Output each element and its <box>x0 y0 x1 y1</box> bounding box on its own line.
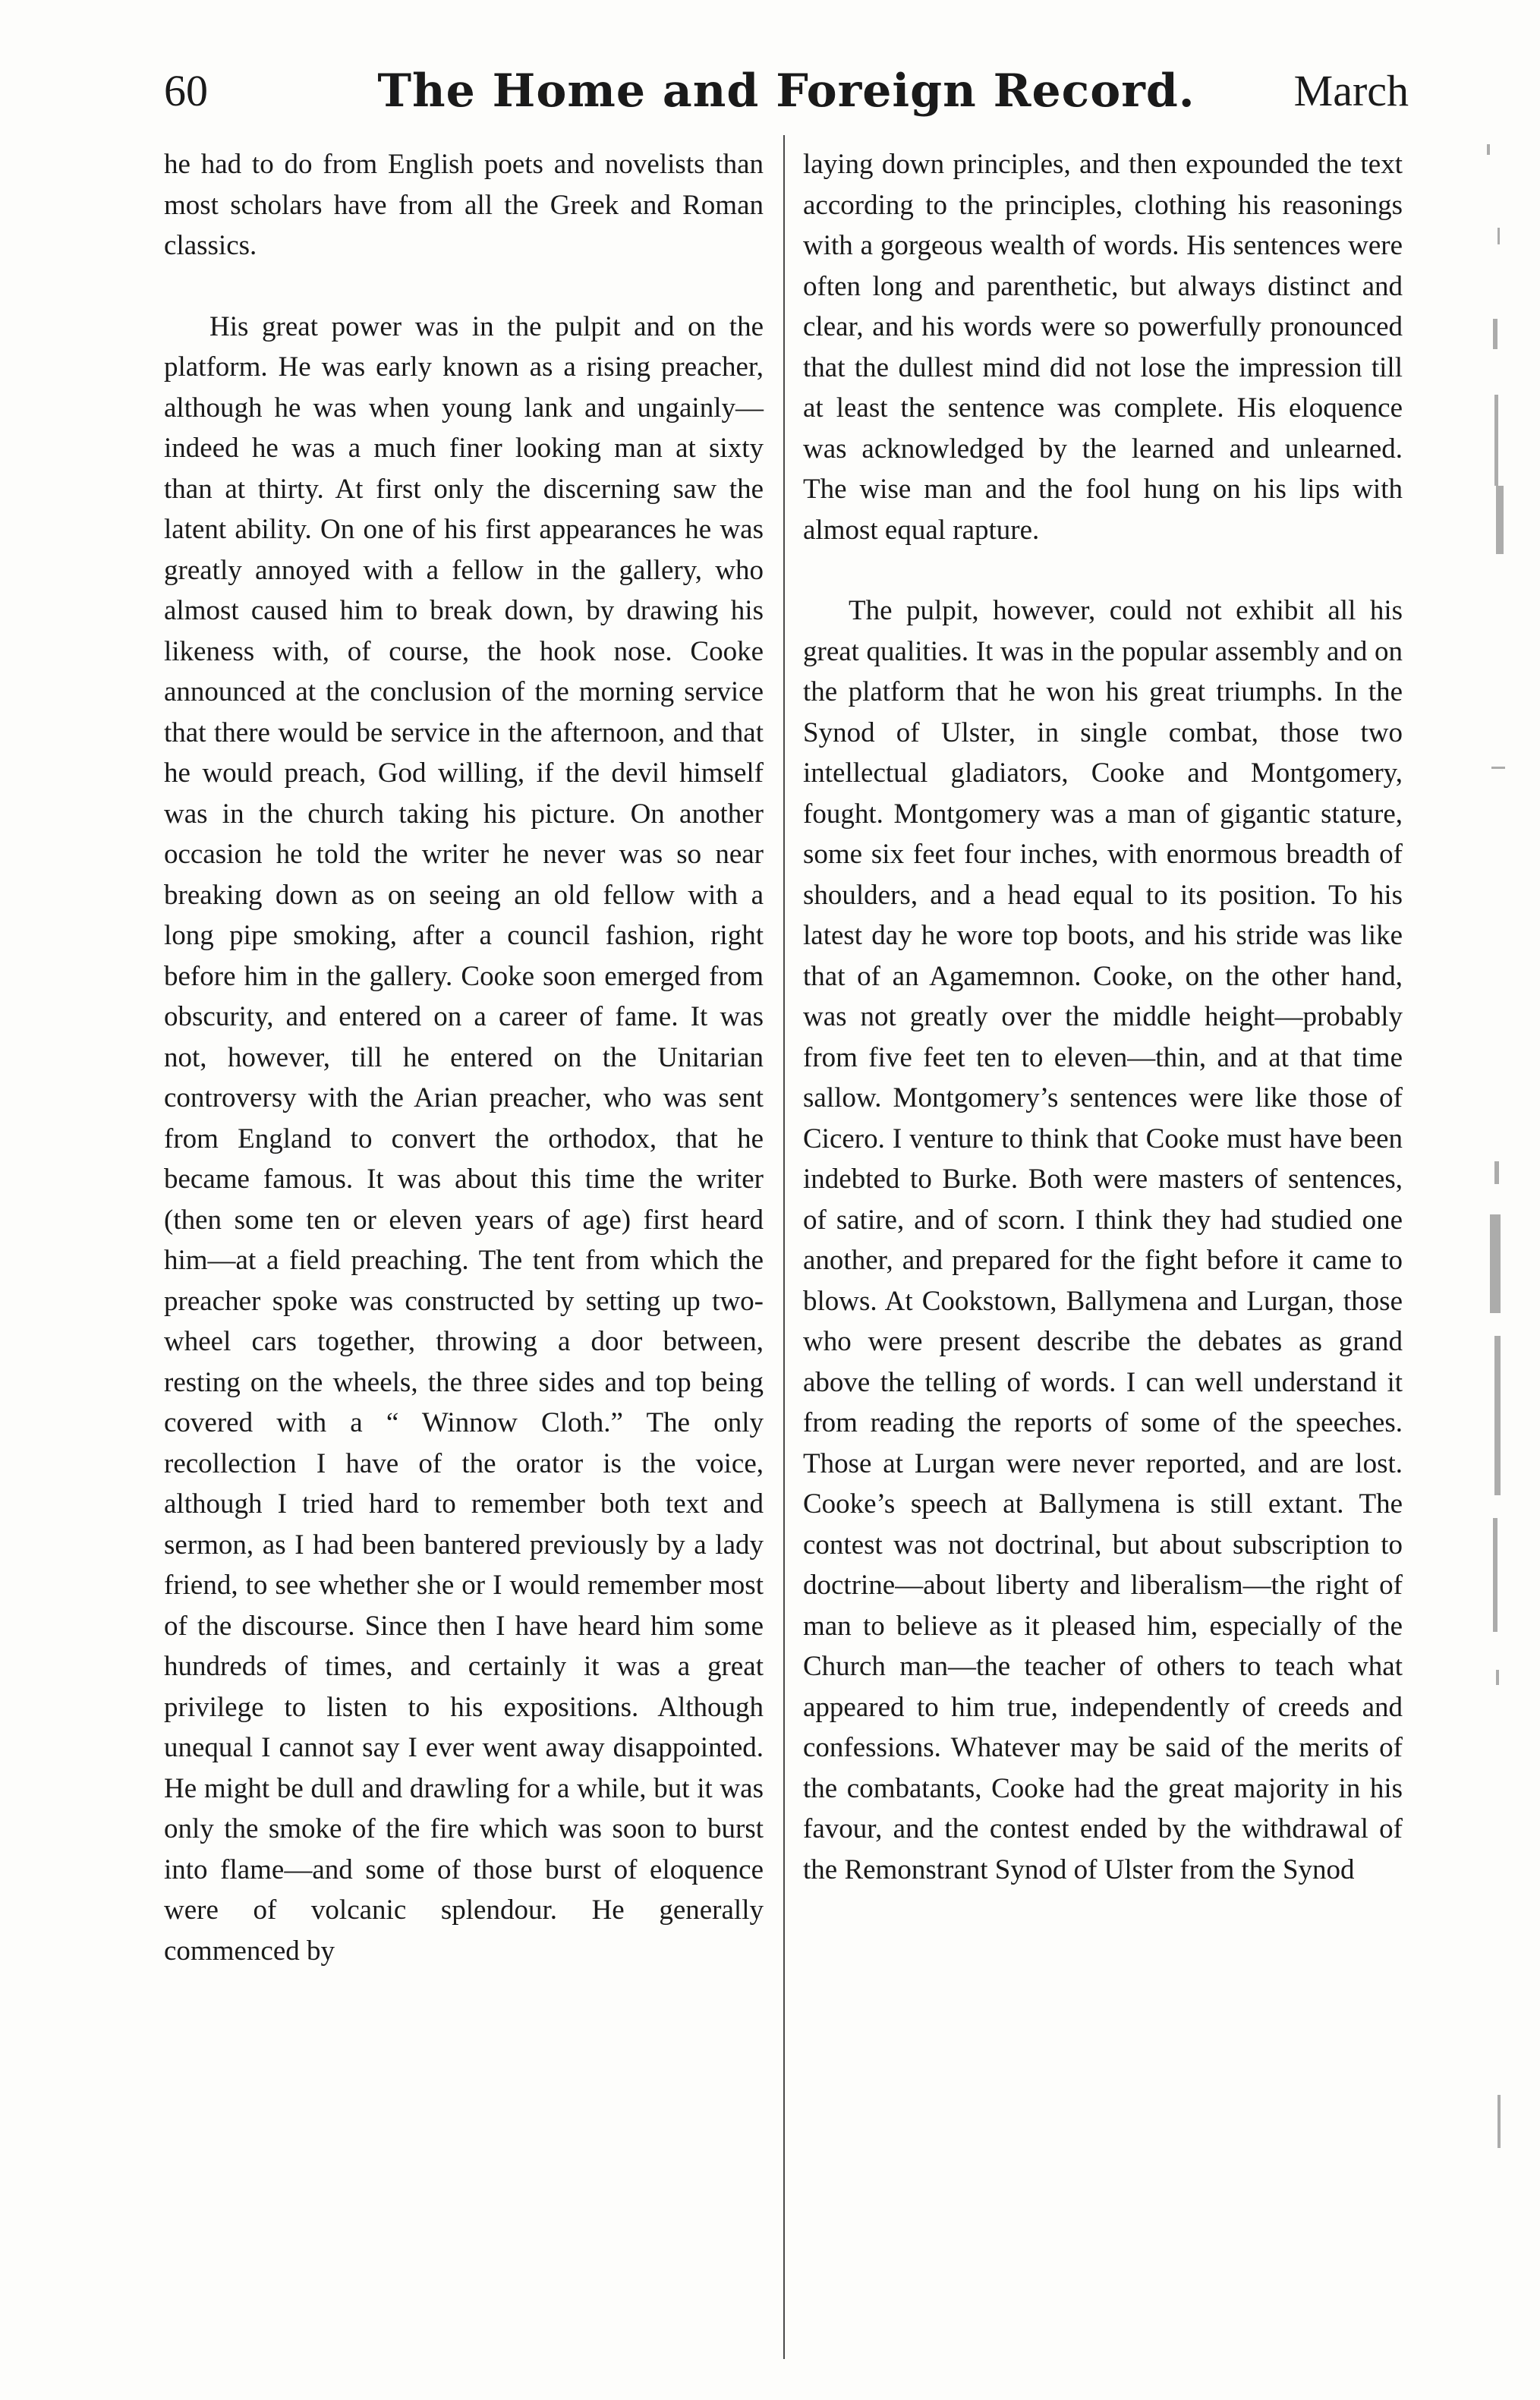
right-paragraph-2: The pulpit, however, could not exhibit all his great qualities. It was in the popular assembly and on the platform that he won his great triumphs. In the Synod of Ulster, in single combat, those two intellectual gladiators, Cooke and Montgomery, fought. Montgomery was a man of gigantic stature, some six feet four inches, with enormous breadth of shoulders, and a head equal to its position. To his latest day he wore top boots, and his stride was like that of an Agamemnon. Cooke, on the other hand, was not greatly over the middle height—probably from five feet ten to eleven—thin, and at that time sallow. Montgomery’s sentences were like those of Cicero. I venture to think that Cooke must have been indebted to Burke. Both were masters of sentences, of satire, and of scorn. I think they had studied one another, and prepared for the fight before it came to blows. At Cookstown, Ballymena and Lurgan, those who were present describe the debates as grand above the telling of words. I can well understand it from reading the reports of some of the speeches. Those at Lurgan were never reported, and are lost. Cooke’s speech at Ballymena is still extant. The contest was not doctrinal, but about subscription to doctrine—about liberty and liberalism—the right of man to believe as it pleased him, especially of the Church man—the teacher of others to teach what appeared to him true, independently of creeds and confessions. Whatever may be said of the merits of the combatants, Cooke had the great majority in his favour, and the contest ended by the withdrawal of the Remonstrant Synod of Ulster from the Synod <box>803 595 1403 1885</box>
running-title: The Home and Foreign Record. <box>377 65 1195 118</box>
page-number: 60 <box>164 66 208 115</box>
column-divider <box>783 135 785 2359</box>
paragraph-gap <box>164 266 764 307</box>
scan-speck <box>1494 395 1498 486</box>
scan-speck <box>1497 2095 1501 2148</box>
page-header <box>164 61 1409 137</box>
left-paragraph-2: His great power was in the pulpit and on the platform. He was early known as a rising preacher, although he was when young lank and ungainly—indeed he was a much finer looking man at sixty than at thirty. At first only the discerning saw the latent ability. On one of his first appearances he was greatly annoyed with a fellow in the gallery, who almost caused him to break down, by drawing his likeness with, of course, the hook nose. Cooke announced at the conclusion of the morning service that there would be service in the afternoon, and that he would preach, God willing, if the devil himself was in the church taking his picture. On another occasion he told the writer he never was so near breaking down as on seeing an old fellow with a long pipe smoking, after a council fashion, right before him in the gallery. Cooke soon emerged from obscurity, and entered on a career of fame. It was not, however, till he entered on the Unitarian controversy with the Arian preacher, who was sent from England to convert the orthodox, that he became famous. It was about this time the writer (then some ten or eleven years of age) first heard him—at a field preaching. The tent from which the preacher spoke was constructed by setting up two-wheel cars together, throwing a door between, resting on the wheels, the three sides and top being covered with a “ Winnow Cloth.” The only recollection I have of the orator is the voice, although I tried hard to remember both text and sermon, as I had been bantered previously by a lady friend, to see whether she or I would remember most of the discourse. Since then I have heard him some hundreds of times, and certainly it was a great privilege to listen to his expositions. Although unequal I cannot say I ever went away disappointed. He might be dull and drawling for a while, but it was only the smoke of the fire which was soon to burst into flame—and some of those burst of eloquence were of volcanic splendour. He generally commenced by <box>164 310 764 1967</box>
right-paragraph-1: laying down principles, and then expounded the text according to the principles, clothing his reasonings with a gorgeous wealth of words. His sentences were often long and parenthetic, but always distinct and clear, and his words were so powerfully pronounced that the dullest mind did not lose the impression till at least the sentence was complete. His eloquence was acknowledged by the learned and unlearned. The wise man and the fool hung on his lips with almost equal rapture. <box>803 149 1403 546</box>
paragraph-gap <box>803 550 1403 591</box>
right-column <box>803 144 1403 1890</box>
scan-margin-marks <box>1472 0 1540 2400</box>
scan-speck <box>1491 767 1505 769</box>
header-month: March <box>1293 66 1409 115</box>
scan-speck <box>1493 1518 1497 1632</box>
scan-speck <box>1497 228 1500 244</box>
left-column <box>164 144 764 1971</box>
scan-speck <box>1487 144 1490 155</box>
scan-speck <box>1490 1214 1501 1313</box>
scan-speck <box>1494 1336 1501 1495</box>
scan-speck <box>1494 1161 1499 1184</box>
scan-speck <box>1493 319 1497 349</box>
scan-speck <box>1496 1670 1499 1685</box>
left-paragraph-1: he had to do from English poets and novelists than most scholars have from all the Greek and Roman classics. <box>164 149 764 261</box>
scan-speck <box>1496 486 1504 554</box>
